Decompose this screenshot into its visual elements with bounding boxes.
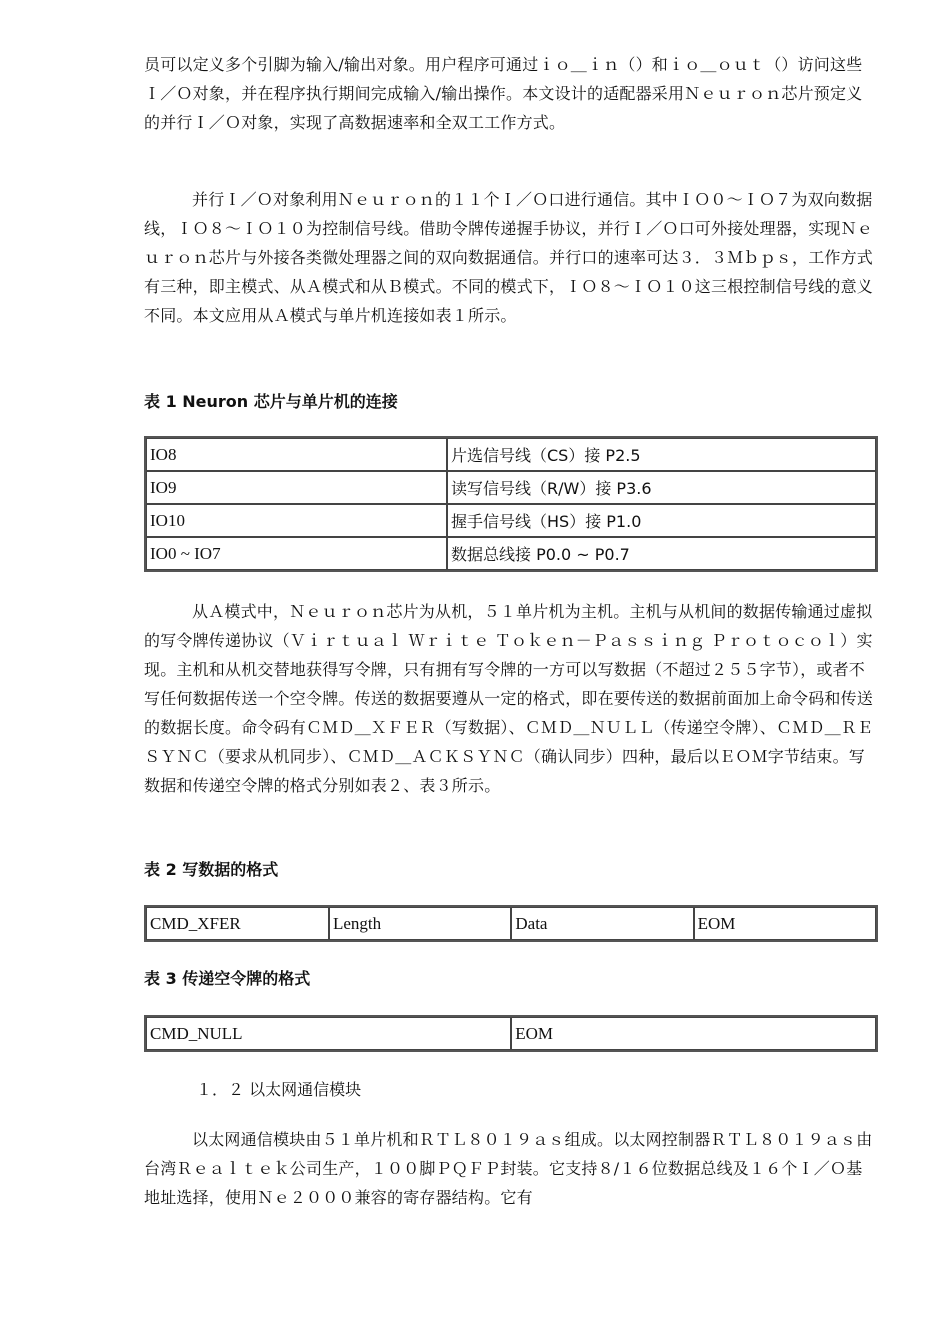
table-cell: Length [329,907,511,940]
table-cell-desc: 握手信号线（HS）接 P1.0 [447,504,876,537]
table-row [146,438,876,471]
table-cell-pin: IO8 [146,438,447,471]
table-cell: EOM [511,1017,876,1050]
table-cell-pin: IO0 ~ IO7 [146,537,447,570]
table3-null-token-format [144,1015,878,1052]
paragraph-ethernet-module: 以太网通信模块由５１单片机和ＲＴＬ８０１９ａｓ组成。以太网控制器ＲＴＬ８０１９ａｓ由台湾Ｒｅａｌｔｅｋ公司生产，１００脚ＰＱＦＰ封装。它支持８/１６位数据总线及１６个Ｉ／Ｏ基地址选择，使用Ｎｅ２０００兼容的寄存器结构。它有 [144,1130,873,1207]
table-cell: EOM [694,907,876,940]
table1-neuron-connection [144,436,878,572]
table-row [146,504,876,537]
table-row [146,1017,876,1050]
table-cell-desc: 读写信号线（R/W）接 P3.6 [447,471,876,504]
table-cell: Data [511,907,693,940]
table-row [146,907,876,940]
table-cell-pin: IO9 [146,471,447,504]
section-heading-ethernet: １．２ 以太网通信模块 [196,1080,362,1099]
table3-caption: 表 3 传递空令牌的格式 [144,969,311,988]
table-row [146,537,876,570]
table-cell-pin: IO10 [146,504,447,537]
table-cell-desc: 数据总线接 P0.0 ~ P0.7 [447,537,876,570]
table-row [146,471,876,504]
paragraph-parallel-io: 并行Ｉ／Ｏ对象利用Ｎｅｕｒｏｎ的１１个Ｉ／Ｏ口进行通信。其中ＩＯ０～ＩＯ７为双向数据线，ＩＯ８～ＩＯ１０为控制信号线。借助令牌传递握手协议，并行Ｉ／Ｏ口可外接处理器，实现Ｎｅｕｒｏｎ芯片与外接各类微处理器之间的双向数据通信。并行口的速率可达３．３Ｍｂｐｓ，工作方式有三种，即主模式、从Ａ模式和从Ｂ模式。不同的模式下，ＩＯ８～ＩＯ１０这三根控制信号线的意义不同。本文应用从Ａ模式与单片机连接如表１所示。 [144,190,874,325]
table2-caption: 表 2 写数据的格式 [144,860,279,879]
table-cell: CMD_NULL [146,1017,511,1050]
table-cell: CMD_XFER [146,907,329,940]
table2-write-format [144,905,878,942]
paragraph-io-objects: 员可以定义多个引脚为输入/输出对象。用户程序可通过ｉｏ＿ｉｎ（）和ｉｏ＿ｏｕｔ（）访问这些Ｉ／Ｏ对象，并在程序执行期间完成输入/输出操作。本文设计的适配器采用Ｎｅｕｒｏｎ芯片预定义的并行Ｉ／Ｏ对象，实现了高数据速率和全双工工作方式。 [144,55,863,132]
paragraph-slave-a-mode: 从Ａ模式中，Ｎｅｕｒｏｎ芯片为从机，５１单片机为主机。主机与从机间的数据传输通过虚拟的写令牌传递协议（Ｖｉｒｔｕａｌ Ｗｒｉｔｅ Ｔｏｋｅｎ－Ｐａｓｓｉｎｇ Ｐｒｏｔｏｃｏｌ）实现。主机和从机交替地获得写令牌，只有拥有写令牌的一方可以写数据（不超过２５５字节），或者不写任何数据传送一个空令牌。传送的数据要遵从一定的格式，即在要传送的数据前面加上命令码和传送的数据长度。命令码有ＣＭＤ＿ＸＦＥＲ（写数据）、ＣＭＤ＿ＮＵＬＬ（传递空令牌）、ＣＭＤ＿ＲＥＳＹＮＣ（要求从机同步）、ＣＭＤ＿ＡＣＫＳＹＮＣ（确认同步）四种，最后以ＥＯＭ字节结束。写数据和传递空令牌的格式分别如表２、表３所示。 [144,602,874,795]
table1-caption: 表 1 Neuron 芯片与单片机的连接 [144,392,398,411]
table-cell-desc: 片选信号线（CS）接 P2.5 [447,438,876,471]
